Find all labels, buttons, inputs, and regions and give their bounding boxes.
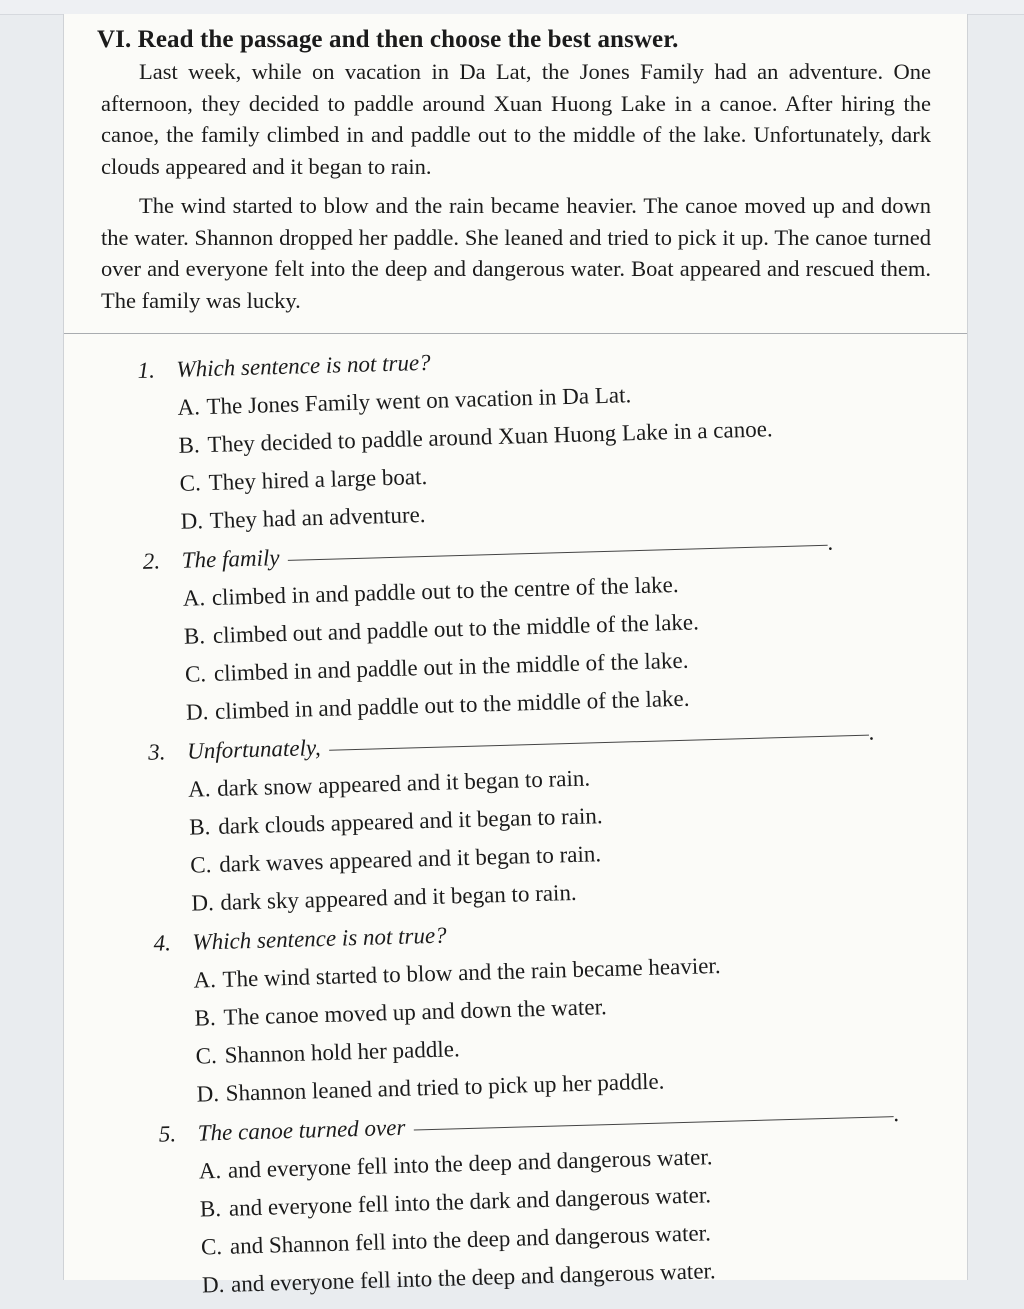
option-letter: C.	[184, 661, 207, 687]
option-letter: A.	[177, 394, 201, 420]
option-letter: A.	[187, 776, 211, 802]
answer-blank[interactable]	[288, 544, 828, 561]
viewer-top-bar	[0, 0, 1024, 15]
option-text: climbed out and paddle out to the middle of the lake.	[212, 609, 700, 648]
option-letter: B.	[178, 432, 201, 458]
answer-blank[interactable]	[413, 1115, 893, 1130]
option-text: and everyone fell into the deep and dangerous water.	[230, 1258, 716, 1297]
option-letter: D.	[191, 890, 215, 916]
question-number: 4.	[153, 930, 172, 956]
option-text: and Shannon fell into the deep and dangerous water.	[229, 1220, 712, 1259]
option-letter: C.	[195, 1043, 218, 1069]
question-5	[85, 1092, 993, 1307]
option-text: They had an adventure.	[209, 501, 426, 533]
option-letter: A.	[182, 585, 206, 611]
question-1	[64, 329, 972, 544]
question-stem: Which sentence is not true?	[176, 349, 431, 382]
option-text: dark waves appeared and it began to rain.	[218, 841, 602, 877]
question-number: 3.	[147, 739, 166, 765]
question-4	[80, 902, 988, 1117]
option-letter: C.	[200, 1233, 223, 1260]
option-letter: B.	[199, 1195, 222, 1222]
option-letter: D.	[185, 699, 209, 725]
question-stem: The canoe turned over.	[197, 1100, 900, 1146]
option-letter: B.	[188, 814, 211, 840]
option-text: and everyone fell into the deep and dangerous water.	[227, 1144, 713, 1183]
option-letter: B.	[183, 623, 206, 649]
question-number: 2.	[142, 548, 161, 574]
option-letter: C.	[189, 852, 212, 878]
option-text: The Jones Family went on vacation in Da Lat.	[206, 382, 632, 420]
question-number: 1.	[137, 357, 156, 383]
question-2	[69, 520, 977, 735]
option-text: dark clouds appeared and it began to rain.	[217, 803, 603, 839]
question-list	[64, 329, 993, 1309]
option-text: They decided to paddle around Xuan Huong Lake in a canoe.	[207, 416, 773, 458]
option-text: climbed in and paddle out to the middle of the lake.	[214, 685, 690, 724]
passage-paragraph-2: The wind started to blow and the rain became heavier. The canoe moved up and down the water. Shannon dropped her paddle. She leaned and tried to pick it up. The canoe turned over and everyone felt into the deep and dangerous water. Boat appeared and rescued them. The family was lucky.	[101, 193, 931, 313]
reading-passage	[101, 56, 931, 324]
section-heading: VI. Read the passage and then choose the best answer.	[97, 26, 679, 53]
option-text: dark sky appeared and it began to rain.	[220, 879, 577, 915]
option-text: climbed in and paddle out in the middle of the lake.	[213, 647, 689, 686]
worksheet-page	[63, 14, 968, 1298]
option-letter: D.	[180, 508, 204, 534]
question-3	[75, 711, 983, 926]
option-letter: C.	[179, 470, 202, 496]
passage-paragraph-1: Last week, while on vacation in Da Lat, the Jones Family had an adventure. One afternoon, they decided to paddle around Xuan Huong Lake in a canoe. After hiring the canoe, the family climbed in and paddle out to the middle of the lake. Unfortunately, dark clouds appeared and it began to rain.	[101, 59, 931, 179]
option-text: dark snow appeared and it began to rain.	[216, 765, 591, 801]
option-letter: D.	[201, 1271, 225, 1298]
option-text: Shannon hold her paddle.	[224, 1036, 460, 1068]
question-number: 5.	[158, 1121, 177, 1147]
answer-blank[interactable]	[329, 734, 869, 751]
question-stem: The family.	[181, 529, 834, 573]
option-text: The canoe moved up and down the water.	[223, 994, 608, 1030]
option-letter: B.	[194, 1005, 217, 1031]
option-text: The wind started to blow and the rain became heavier.	[222, 952, 721, 992]
option-letter: A.	[193, 967, 217, 993]
option-text: Shannon leaned and tried to pick up her paddle.	[225, 1068, 665, 1106]
question-stem: Unfortunately,.	[186, 719, 875, 764]
option-text: and everyone fell into the dark and dangerous water.	[228, 1182, 712, 1221]
option-text: climbed in and paddle out to the centre of the lake.	[211, 571, 679, 610]
option-letter: A.	[198, 1157, 222, 1184]
option-text: They hired a large boat.	[208, 463, 428, 496]
option-letter: D.	[196, 1080, 220, 1107]
question-stem: Which sentence is not true?	[192, 922, 447, 955]
